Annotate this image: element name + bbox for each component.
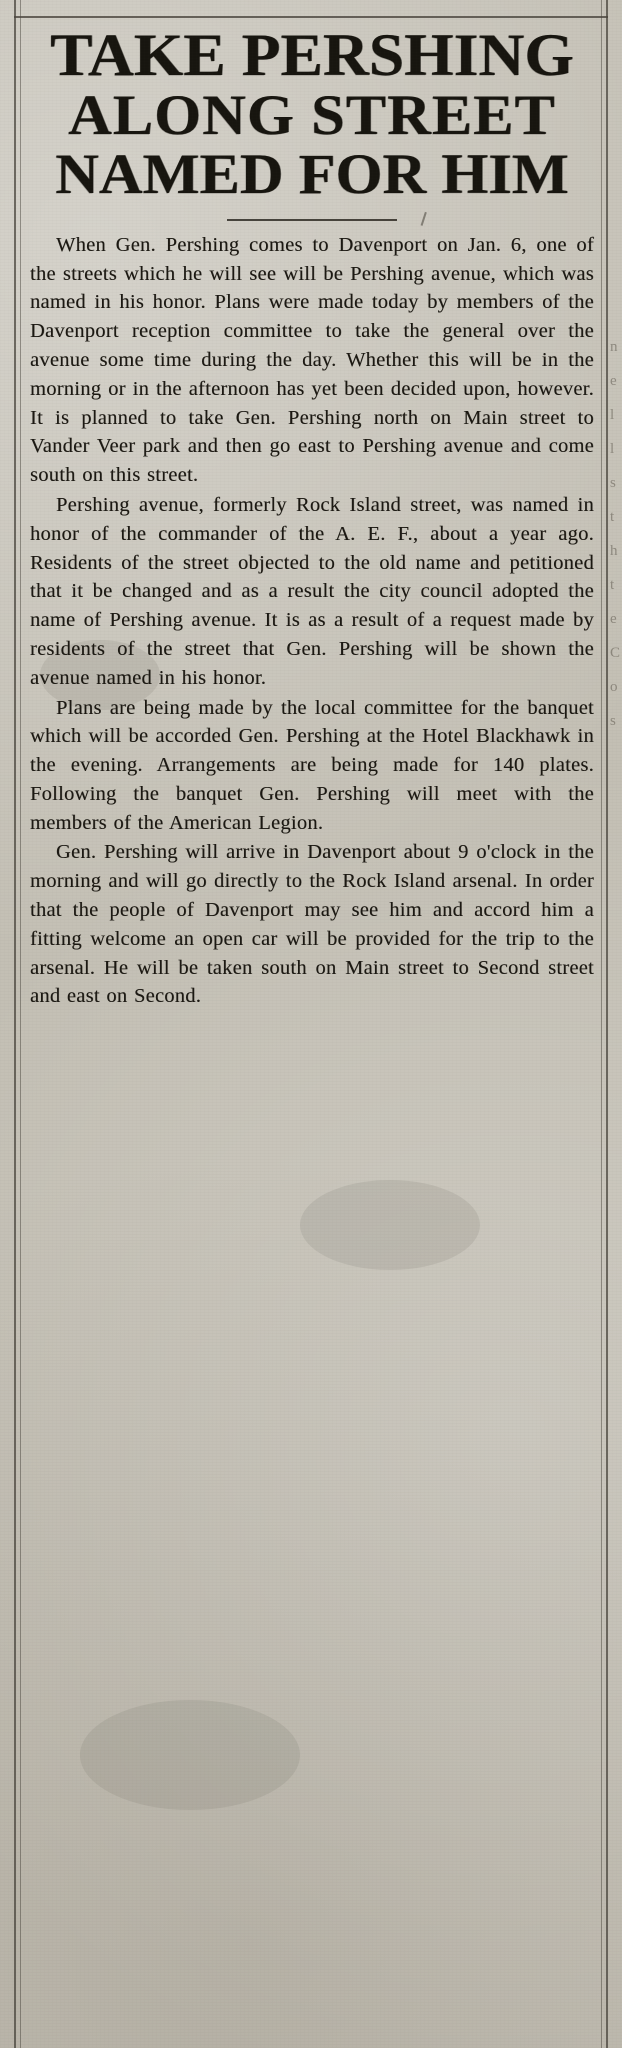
paper-stain [300, 1180, 480, 1270]
headline-line-1: TAKE PERSHING [50, 22, 574, 88]
column-rule-left [14, 0, 16, 2048]
article-paragraph: Pershing avenue, formerly Rock Island street, was named in honor of the commander of the A. E. F., about a year ago. Residents of the street objected to the old name and petitioned that it be changed and as a result the city council adopted the name of Pershing avenue. It is as a result of a request made by residents of the street that Gen. Pershing will be shown the avenue named in his honor. [30, 493, 594, 689]
headline-line-2: ALONG STREET [68, 84, 556, 148]
article-body [30, 231, 594, 1012]
headline-line-3: NAMED FOR HIM [55, 143, 569, 207]
adjacent-column-fragment: n e l l s t h t e C o s [610, 339, 621, 729]
column-rule-right-inner [601, 0, 602, 2048]
clipping-content [30, 22, 594, 1011]
column-rule-right [606, 0, 608, 2048]
paper-stain [80, 1700, 300, 1810]
article-paragraph: When Gen. Pershing comes to Davenport on Jan. 6, one of the streets which he will see will be Pershing avenue, which was named in his honor. Plans were made today by members of the Davenport reception committee to take the general over the avenue some time during the day. Whether this will be in the morning or in the afternoon has yet been decided upon, however. It is planned to take Gen. Pershing north on Main street to Vander Veer park and then go east to Pershing avenue and come south on this street. [30, 233, 594, 487]
top-rule [14, 16, 608, 18]
article-paragraph: Gen. Pershing will arrive in Davenport about 9 o'clock in the morning and will go directly to the Rock Island arsenal. In order that the people of Davenport may see him and accord him a fitting welcome an open car will be provided for the trip to the arsenal. He will be taken south on Main street to Second street and east on Second. [30, 841, 594, 1008]
headline [30, 22, 594, 207]
article-paragraph: Plans are being made by the local committee for the banquet which will be accorded Gen. Pershing at the Hotel Blackhawk in the evening. Arrangements are being made for 140 plates. Following the banquet Gen. Pershing will meet with the members of the American Legion. [30, 696, 594, 834]
column-rule-left-inner [20, 0, 21, 2048]
headline-divider [227, 219, 397, 221]
